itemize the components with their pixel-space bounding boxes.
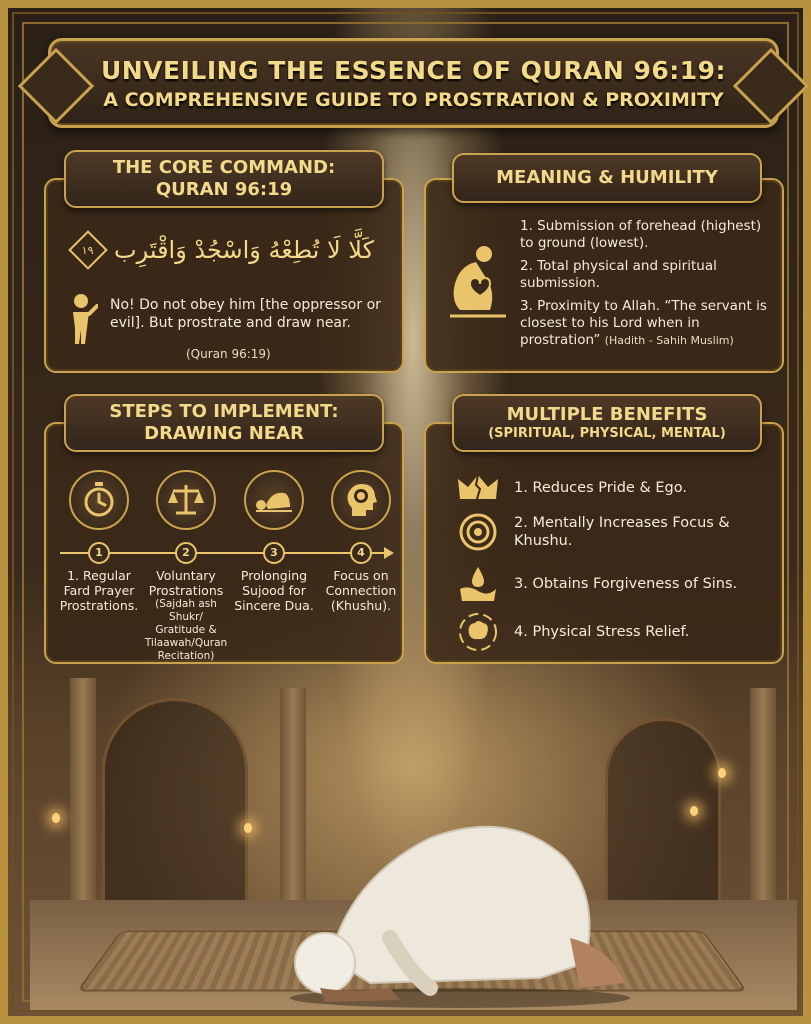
page-subtitle: A COMPREHENSIVE GUIDE TO PROSTRATION & PROXIMITY xyxy=(103,88,724,111)
benefit-3-text: 3. Obtains Forgiveness of Sins. xyxy=(514,576,738,592)
prostrating-worshipper xyxy=(280,788,640,1008)
benefit-2-text: 2. Mentally Increases Focus & Khushu. xyxy=(514,515,730,549)
step-1 xyxy=(56,470,142,613)
core-command-heading xyxy=(64,150,384,208)
benefit-1-text: 1. Reduces Pride & Ego. xyxy=(514,480,687,496)
step-1-number: 1 xyxy=(88,542,110,564)
step-4-label: Focus on Connection (Khushu). xyxy=(325,568,397,613)
benefit-4-text: 4. Physical Stress Relief. xyxy=(514,624,690,640)
lamp-4 xyxy=(690,806,698,816)
benefit-4 xyxy=(456,612,689,652)
stopwatch-icon xyxy=(82,482,116,518)
head-brain-icon xyxy=(344,482,378,518)
lamp-3 xyxy=(718,768,726,778)
benefit-2 xyxy=(456,512,764,552)
lamp-2 xyxy=(244,823,252,833)
benefits-title: MULTIPLE BENEFITS xyxy=(506,404,708,425)
step-3-number: 3 xyxy=(263,542,285,564)
benefit-1-icon-wrap xyxy=(456,468,500,508)
steps-heading xyxy=(64,394,384,452)
title-banner xyxy=(48,38,779,128)
page-title: UNVEILING THE ESSENCE OF QURAN 96:19: xyxy=(100,55,727,85)
benefits-subtitle: (SPIRITUAL, PHYSICAL, MENTAL) xyxy=(488,426,726,441)
benefits-heading xyxy=(452,394,762,452)
benefit-2-icon-wrap xyxy=(456,512,500,552)
prostrating-person-icon xyxy=(254,487,294,513)
meaning-point xyxy=(520,298,776,349)
meaning-panel xyxy=(424,178,784,373)
step-3-icon-circle xyxy=(244,470,304,530)
water-drop-icon xyxy=(458,565,498,603)
step-2-number: 2 xyxy=(175,542,197,564)
verse-number: ١٩ xyxy=(82,243,94,257)
meaning-heading xyxy=(452,153,762,203)
hadith-reference: (Hadith - Sahih Muslim) xyxy=(604,334,734,347)
verse-citation: (Quran 96:19) xyxy=(186,347,271,361)
benefit-1 xyxy=(456,468,687,508)
step-3 xyxy=(231,470,317,613)
benefit-3 xyxy=(456,564,737,604)
meaning-title: MEANING & HUMILITY xyxy=(496,167,718,188)
scales-icon xyxy=(168,483,204,517)
pillar-left xyxy=(70,678,96,908)
core-command-subtitle: QURAN 96:19 xyxy=(155,179,293,200)
steps-title: STEPS TO IMPLEMENT: xyxy=(109,401,339,422)
target-icon xyxy=(458,512,498,552)
step-4-icon-circle xyxy=(331,470,391,530)
steps-subtitle: DRAWING NEAR xyxy=(144,423,304,444)
arabic-verse: كَلَّا لَا تُطِعْهُ وَاسْجُدْ وَاقْتَرِب xyxy=(113,236,375,264)
pillar-right xyxy=(750,688,776,908)
verse-translation: No! Do not obey him [the oppressor or evil]. But prostrate and draw near. xyxy=(110,297,381,331)
step-2 xyxy=(143,470,229,663)
step-2-sublabel: (Sajdah ash Shukr/ Gratitude & Tilaawah/Quran Recitation) xyxy=(144,598,228,662)
mihrab-arch xyxy=(102,698,248,921)
lamp-1 xyxy=(52,813,60,823)
step-1-label: 1. Regular Fard Prayer Prostrations. xyxy=(59,568,139,613)
benefit-4-icon-wrap xyxy=(456,612,500,652)
step-3-label: Prolonging Sujood for Sincere Dua. xyxy=(234,568,314,613)
verse-number-medallion xyxy=(68,230,108,270)
rejecting-person-icon xyxy=(64,292,98,346)
meaning-point: 2. Total physical and spiritual submission. xyxy=(520,258,717,291)
step-2-icon-circle xyxy=(156,470,216,530)
meaning-point-text: 3. Proximity to Allah. “The servant is closest to his Lord when in prostration” xyxy=(520,298,767,348)
prostrating-heart-icon xyxy=(440,240,510,324)
broken-crown-icon xyxy=(456,471,500,505)
meaning-points xyxy=(520,218,776,355)
step-1-icon-circle xyxy=(69,470,129,530)
step-2-label: Voluntary Prostrations xyxy=(148,568,224,598)
mosque-scene xyxy=(30,658,797,1010)
step-4-number: 4 xyxy=(350,542,372,564)
meaning-point: 1. Submission of forehead (highest) to ground (lowest). xyxy=(520,218,762,251)
benefit-3-icon-wrap xyxy=(456,564,500,604)
core-command-title: THE CORE COMMAND: xyxy=(112,157,336,178)
benefits-panel xyxy=(424,422,784,664)
steps-panel xyxy=(44,422,404,664)
brain-cycle-icon xyxy=(457,612,499,652)
step-4 xyxy=(318,470,404,613)
